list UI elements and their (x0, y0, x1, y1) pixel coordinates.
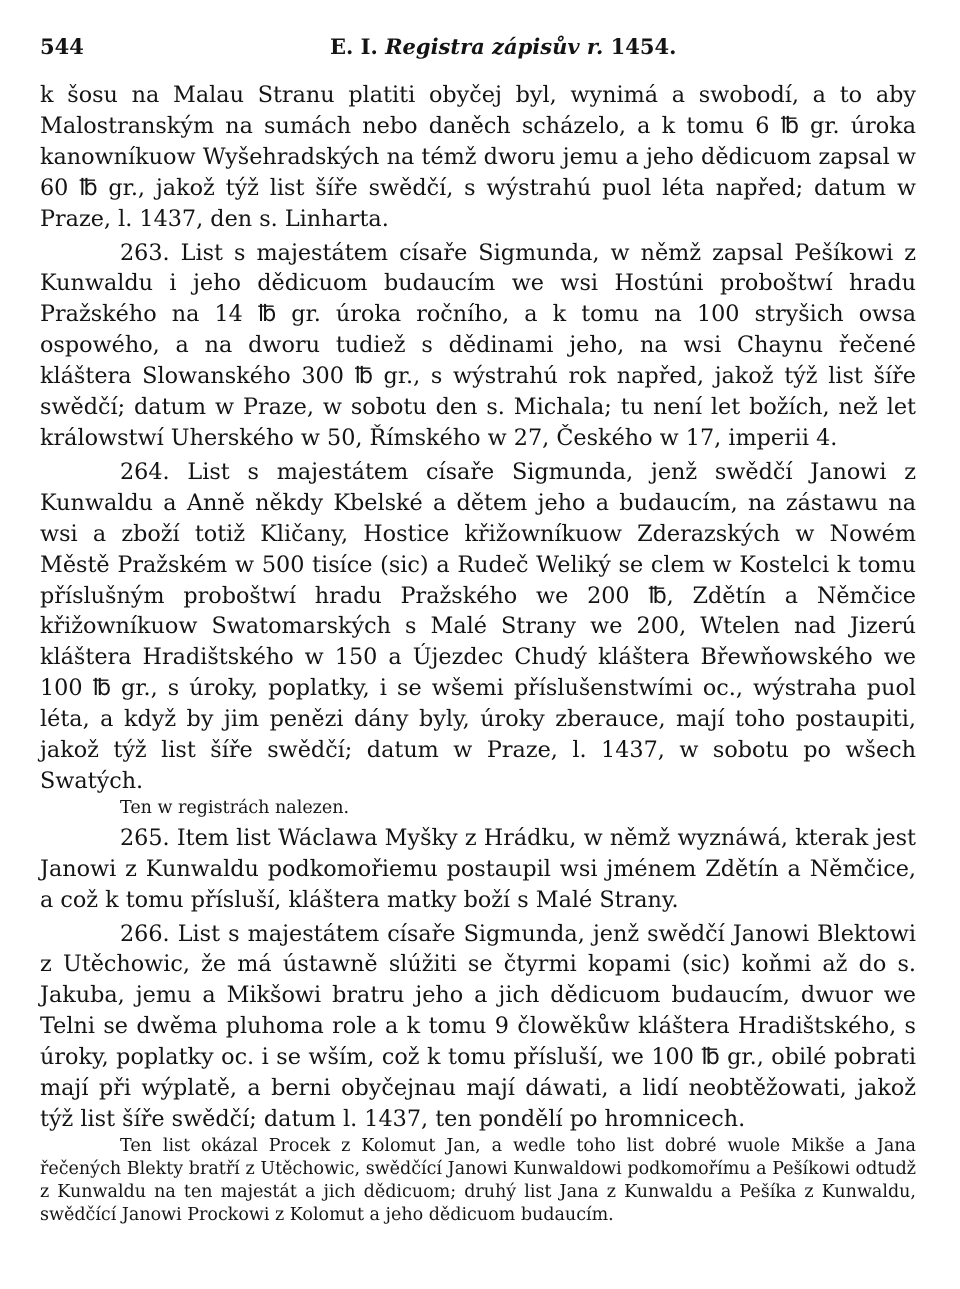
running-title-italic: Registra zápisův r. (385, 34, 604, 59)
entry-266: 266. List s majestátem císaře Sigmunda, jenž swědčí Janowi Blektowi z Utěchowic, že má ústawně slúžiti se čtyrmi kopami (sic) koňmi až do s. Jakuba, jemu a Mikšowi bratru jeho a jich dědicuom budaucím, dwuor we Telni se dwěma pluhoma role a k tomu 9 člowěkůw kláštera Hradištského, s úroky, poplatky oc. i se wším, což k tomu přísluší, we 100 ℔ gr., obilé pobrati mají při wýplatě, a berni obyčejnau mají dáwati, a lidí neobtěžowati, jakož týž list šíře swědčí; datum l. 1437, ten pondělí po hromnicech. (40, 920, 916, 1132)
page-number: 544 (40, 34, 84, 59)
entry-263: 263. List s majestátem císaře Sigmunda, w němž zapsal Pešíkowi z Kunwaldu i jeho dědicuom budaucím we wsi Hostúni proboštwí hradu Pražského na 14 ℔ gr. úroka ročního, a k tomu na 100 stryšich owsa ospowého, a na dworu tudiež s dědinami jeho, na wsi Chaynu řečené kláštera Slowanského 300 ℔ gr., s wýstrahú rok napřed, jakož týž list šíře swědčí; datum w Praze, w sobotu den s. Michala; tu není let božích, než let králowstwí Uherského w 50, Římského w 27, Českého w 17, imperii 4. (40, 239, 916, 451)
entry-266-note: Ten list okázal Procek z Kolomut Jan, a wedle toho list dobré wuole Mikše a Jana řečených Blekty bratří z Utěchowic, swědčící Janowi Kunwaldowi podkomořímu a Pešíkowi odtudž z Kunwaldu na ten majestát a jich dědicuom; druhý list Jana z Kunwaldu a Pešíka z Kunwaldu, swědčící Janowi Prockowi z Kolomut a jeho dědicuom budaucím. (40, 1135, 916, 1225)
entry-265: 265. Item list Wáclawa Myšky z Hrádku, w němž wyznáwá, kterak jest Janowi z Kunwaldu podkomořiemu postaupil wsi jménem Zdětín a Němčice, a což k tomu přísluší, kláštera matky boží s Malé Strany. (40, 824, 916, 913)
running-title (330, 34, 676, 59)
running-title-prefix: E. I. (330, 34, 378, 59)
entry-264-note: Ten w registrách nalezen. (120, 797, 350, 818)
document-body (40, 80, 916, 1227)
running-title-year: 1454. (610, 34, 677, 59)
paragraph-continuation: k šosu na Malau Stranu platiti obyčej byl, wynimá a swobodí, a to aby Malostranským na sumách nebo daněch scházelo, a k tomu 6 ℔ gr. úroka kanowníkuow Wyšehradských na témž dworu jemu a jeho dědicuom zapsal w 60 ℔ gr., jakož týž list šíře swědčí, s wýstrahú puol léta napřed; datum w Praze, l. 1437, den s. Linharta. (40, 82, 916, 232)
page-header (40, 34, 916, 66)
entry-264: 264. List s majestátem císaře Sigmunda, jenž swědčí Janowi z Kunwaldu a Anně někdy Kbelské a dětem jeho a budaucím, na zástawu na wsi a zboží totiž Kličany, Hostice křižowníkuow Zderazských w Nowém Městě Pražském w 500 tisíce (sic) a Rudeč Weliký se clem w Kostelci k tomu příslušným proboštwí hradu Pražského we 200 ℔, Zdětín a Němčice křižowníkuow Swatomarských s Malé Strany we 200, Wtelen nad Jizerú kláštera Hradištského w 150 a Újezdec Chudý kláštera Břewňowského we 100 ℔ gr., s úroky, poplatky, i se wšemi příslušenstwími oc., wýstraha puol léta, a když by jim penězi dány byly, úroky zberauce, mají toho postaupiti, jakož týž list šíře swědčí; datum w Praze, l. 1437, w sobotu po wšech Swatých. (40, 458, 916, 794)
